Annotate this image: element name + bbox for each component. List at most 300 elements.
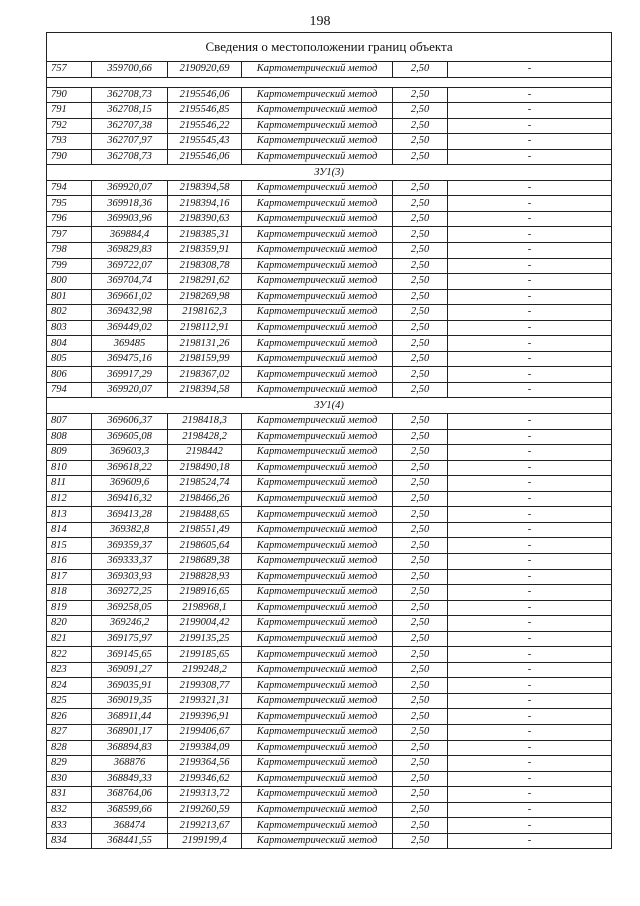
coordinate-y: 2199313,72: [168, 787, 242, 803]
point-number: 794: [47, 382, 92, 398]
method: Картометрический метод: [242, 445, 393, 461]
method: Картометрический метод: [242, 709, 393, 725]
coordinate-x: 369920,07: [92, 382, 168, 398]
table-row: [47, 818, 612, 834]
description: -: [448, 429, 612, 445]
point-number: 825: [47, 693, 92, 709]
coordinate-x: 368876: [92, 756, 168, 772]
coordinate-x: 369019,35: [92, 693, 168, 709]
point-number: 799: [47, 258, 92, 274]
description: -: [448, 196, 612, 212]
table-row: [47, 211, 612, 227]
description: -: [448, 724, 612, 740]
point-number: 790: [47, 87, 92, 103]
point-number: 818: [47, 585, 92, 601]
point-number: 793: [47, 134, 92, 150]
point-number: 803: [47, 320, 92, 336]
coordinate-x: 362708,73: [92, 87, 168, 103]
point-number: 834: [47, 833, 92, 849]
description: -: [448, 211, 612, 227]
description: -: [448, 553, 612, 569]
method: Картометрический метод: [242, 289, 393, 305]
point-number: 826: [47, 709, 92, 725]
coordinate-y: 2198551,49: [168, 522, 242, 538]
method: Картометрический метод: [242, 180, 393, 196]
accuracy: 2,50: [393, 227, 448, 243]
description: -: [448, 538, 612, 554]
method: Картометрический метод: [242, 351, 393, 367]
method: Картометрический метод: [242, 382, 393, 398]
method: Картометрический метод: [242, 62, 393, 78]
coordinate-x: 369246,2: [92, 616, 168, 632]
accuracy: 2,50: [393, 522, 448, 538]
accuracy: 2,50: [393, 538, 448, 554]
description: -: [448, 103, 612, 119]
accuracy: 2,50: [393, 833, 448, 849]
point-number: 810: [47, 460, 92, 476]
accuracy: 2,50: [393, 118, 448, 134]
accuracy: 2,50: [393, 103, 448, 119]
description: -: [448, 382, 612, 398]
method: Картометрический метод: [242, 522, 393, 538]
table-title: Сведения о местоположении границ объекта: [47, 33, 612, 62]
table-row: [47, 693, 612, 709]
table-row: [47, 585, 612, 601]
method: Картометрический метод: [242, 367, 393, 383]
method: Картометрический метод: [242, 585, 393, 601]
description: -: [448, 227, 612, 243]
description: -: [448, 336, 612, 352]
table-row: [47, 149, 612, 165]
accuracy: 2,50: [393, 258, 448, 274]
table-row: [47, 367, 612, 383]
coordinate-y: 2198490,18: [168, 460, 242, 476]
description: -: [448, 460, 612, 476]
point-number: 817: [47, 569, 92, 585]
section-header-row: [47, 398, 612, 414]
point-number: 794: [47, 180, 92, 196]
point-number: 814: [47, 522, 92, 538]
coordinate-y: 2199185,65: [168, 647, 242, 663]
coordinate-y: 2198359,91: [168, 243, 242, 259]
coordinate-y: 2198524,74: [168, 476, 242, 492]
accuracy: 2,50: [393, 180, 448, 196]
accuracy: 2,50: [393, 289, 448, 305]
method: Картометрический метод: [242, 740, 393, 756]
point-number: 815: [47, 538, 92, 554]
method: Картометрический метод: [242, 460, 393, 476]
method: Картометрический метод: [242, 414, 393, 430]
section-title: ЗУ1(4): [47, 398, 612, 414]
accuracy: 2,50: [393, 787, 448, 803]
description: -: [448, 693, 612, 709]
coordinate-y: 2199406,67: [168, 724, 242, 740]
point-number: 798: [47, 243, 92, 259]
coordinate-y: 2195546,22: [168, 118, 242, 134]
table-row: [47, 616, 612, 632]
point-number: 791: [47, 103, 92, 119]
table-row: [47, 538, 612, 554]
coordinate-x: 369475,16: [92, 351, 168, 367]
coordinate-x: 369175,97: [92, 631, 168, 647]
accuracy: 2,50: [393, 243, 448, 259]
point-number: 816: [47, 553, 92, 569]
method: Картометрический метод: [242, 149, 393, 165]
description: -: [448, 662, 612, 678]
description: -: [448, 507, 612, 523]
coordinate-x: 369035,91: [92, 678, 168, 694]
coordinate-y: 2199346,62: [168, 771, 242, 787]
point-number: 790: [47, 149, 92, 165]
coordinate-y: 2199004,42: [168, 616, 242, 632]
coordinate-x: 368441,55: [92, 833, 168, 849]
coordinate-x: 369333,37: [92, 553, 168, 569]
table-row: [47, 227, 612, 243]
coordinate-x: 362707,97: [92, 134, 168, 150]
accuracy: 2,50: [393, 724, 448, 740]
coordinate-y: 2198291,62: [168, 274, 242, 290]
section-header-row: [47, 165, 612, 181]
table-row: [47, 351, 612, 367]
coordinate-x: 369605,08: [92, 429, 168, 445]
accuracy: 2,50: [393, 320, 448, 336]
accuracy: 2,50: [393, 631, 448, 647]
coordinate-y: 2199321,31: [168, 693, 242, 709]
accuracy: 2,50: [393, 429, 448, 445]
point-number: 809: [47, 445, 92, 461]
coordinate-y: 2199364,56: [168, 756, 242, 772]
table-row: [47, 274, 612, 290]
point-number: 827: [47, 724, 92, 740]
table-row: [47, 87, 612, 103]
point-number: 797: [47, 227, 92, 243]
coordinate-x: 369920,07: [92, 180, 168, 196]
description: -: [448, 569, 612, 585]
coordinate-x: 359700,66: [92, 62, 168, 78]
point-number: 829: [47, 756, 92, 772]
coordinate-x: 368849,33: [92, 771, 168, 787]
coordinate-y: 2198367,02: [168, 367, 242, 383]
coordinate-y: 2198394,58: [168, 382, 242, 398]
table-row: [47, 740, 612, 756]
accuracy: 2,50: [393, 740, 448, 756]
accuracy: 2,50: [393, 553, 448, 569]
table-row: [47, 336, 612, 352]
table-row: [47, 305, 612, 321]
description: -: [448, 320, 612, 336]
accuracy: 2,50: [393, 771, 448, 787]
coordinate-x: 368474: [92, 818, 168, 834]
table-row: [47, 802, 612, 818]
accuracy: 2,50: [393, 756, 448, 772]
accuracy: 2,50: [393, 196, 448, 212]
coordinate-x: 369829,83: [92, 243, 168, 259]
description: -: [448, 818, 612, 834]
table-row: [47, 103, 612, 119]
table-row: [47, 196, 612, 212]
coordinate-x: 369359,37: [92, 538, 168, 554]
coordinate-y: 2198269,98: [168, 289, 242, 305]
coordinate-x: 369918,36: [92, 196, 168, 212]
coordinate-x: 368894,83: [92, 740, 168, 756]
point-number: 821: [47, 631, 92, 647]
accuracy: 2,50: [393, 693, 448, 709]
method: Картометрический метод: [242, 274, 393, 290]
table-row: [47, 289, 612, 305]
table-row: [47, 476, 612, 492]
coordinate-y: 2198394,16: [168, 196, 242, 212]
accuracy: 2,50: [393, 647, 448, 663]
table-row: [47, 414, 612, 430]
coordinate-x: 369091,27: [92, 662, 168, 678]
method: Картометрический метод: [242, 631, 393, 647]
coordinate-y: 2199135,25: [168, 631, 242, 647]
table-row: [47, 522, 612, 538]
table-row: [47, 631, 612, 647]
description: -: [448, 134, 612, 150]
accuracy: 2,50: [393, 507, 448, 523]
point-number: 805: [47, 351, 92, 367]
coordinate-y: 2198390,63: [168, 211, 242, 227]
coordinate-x: 369272,25: [92, 585, 168, 601]
coordinates-table: [46, 32, 611, 849]
coordinate-y: 2198428,2: [168, 429, 242, 445]
page-number: 198: [309, 14, 331, 29]
description: -: [448, 289, 612, 305]
coordinate-x: 369416,32: [92, 491, 168, 507]
method: Картометрический метод: [242, 724, 393, 740]
accuracy: 2,50: [393, 616, 448, 632]
description: -: [448, 771, 612, 787]
method: Картометрический метод: [242, 818, 393, 834]
method: Картометрический метод: [242, 211, 393, 227]
method: Картометрический метод: [242, 802, 393, 818]
point-number: 819: [47, 600, 92, 616]
method: Картометрический метод: [242, 569, 393, 585]
method: Картометрический метод: [242, 553, 393, 569]
description: -: [448, 149, 612, 165]
accuracy: 2,50: [393, 134, 448, 150]
point-number: 813: [47, 507, 92, 523]
table-row: [47, 460, 612, 476]
coordinate-y: 2199384,09: [168, 740, 242, 756]
table-row: [47, 787, 612, 803]
coordinate-y: 2199396,91: [168, 709, 242, 725]
accuracy: 2,50: [393, 445, 448, 461]
coordinate-y: 2198159,99: [168, 351, 242, 367]
point-number: 832: [47, 802, 92, 818]
coordinate-y: 2198162,3: [168, 305, 242, 321]
coordinate-x: 369661,02: [92, 289, 168, 305]
description: -: [448, 600, 612, 616]
description: -: [448, 833, 612, 849]
coordinate-x: 369145,65: [92, 647, 168, 663]
point-number: 830: [47, 771, 92, 787]
method: Картометрический метод: [242, 647, 393, 663]
coordinate-x: 369303,93: [92, 569, 168, 585]
accuracy: 2,50: [393, 149, 448, 165]
table-row: [47, 507, 612, 523]
description: -: [448, 616, 612, 632]
accuracy: 2,50: [393, 351, 448, 367]
coordinate-x: 369432,98: [92, 305, 168, 321]
table-row: [47, 243, 612, 259]
coordinate-y: 2199308,77: [168, 678, 242, 694]
point-number: 802: [47, 305, 92, 321]
point-number: 811: [47, 476, 92, 492]
description: -: [448, 802, 612, 818]
accuracy: 2,50: [393, 662, 448, 678]
coordinate-y: 2190920,69: [168, 62, 242, 78]
point-number: 812: [47, 491, 92, 507]
table-row: [47, 756, 612, 772]
accuracy: 2,50: [393, 802, 448, 818]
method: Картометрический метод: [242, 662, 393, 678]
accuracy: 2,50: [393, 600, 448, 616]
description: -: [448, 678, 612, 694]
description: -: [448, 491, 612, 507]
method: Картометрический метод: [242, 103, 393, 119]
table-row: [47, 833, 612, 849]
table-row: [47, 491, 612, 507]
table-row: [47, 662, 612, 678]
method: Картометрический метод: [242, 476, 393, 492]
method: Картометрический метод: [242, 258, 393, 274]
coordinate-x: 369903,96: [92, 211, 168, 227]
accuracy: 2,50: [393, 62, 448, 78]
table-row: [47, 553, 612, 569]
method: Картометрический метод: [242, 243, 393, 259]
point-number: 822: [47, 647, 92, 663]
coordinate-y: 2198112,91: [168, 320, 242, 336]
accuracy: 2,50: [393, 678, 448, 694]
point-number: 804: [47, 336, 92, 352]
accuracy: 2,50: [393, 211, 448, 227]
description: -: [448, 367, 612, 383]
blank-cell: [47, 77, 612, 87]
point-number: 807: [47, 414, 92, 430]
point-number: 828: [47, 740, 92, 756]
coordinate-x: 368599,66: [92, 802, 168, 818]
coordinate-y: 2198394,58: [168, 180, 242, 196]
accuracy: 2,50: [393, 569, 448, 585]
coordinate-x: 362708,73: [92, 149, 168, 165]
description: -: [448, 305, 612, 321]
coordinate-x: 369884,4: [92, 227, 168, 243]
coordinate-y: 2199260,59: [168, 802, 242, 818]
method: Картометрический метод: [242, 507, 393, 523]
table-row: [47, 678, 612, 694]
coordinate-y: 2199248,2: [168, 662, 242, 678]
table-row: [47, 429, 612, 445]
point-number: 795: [47, 196, 92, 212]
accuracy: 2,50: [393, 414, 448, 430]
coordinate-x: 369485: [92, 336, 168, 352]
point-number: 796: [47, 211, 92, 227]
description: -: [448, 631, 612, 647]
table-row: [47, 724, 612, 740]
coordinate-y: 2198605,64: [168, 538, 242, 554]
coordinate-y: 2195546,85: [168, 103, 242, 119]
table-row: [47, 258, 612, 274]
description: -: [448, 243, 612, 259]
section-title: ЗУ1(3): [47, 165, 612, 181]
point-number: 808: [47, 429, 92, 445]
table-row: [47, 382, 612, 398]
coordinate-y: 2198828,93: [168, 569, 242, 585]
point-number: 806: [47, 367, 92, 383]
coordinate-y: 2198689,38: [168, 553, 242, 569]
method: Картометрический метод: [242, 600, 393, 616]
accuracy: 2,50: [393, 87, 448, 103]
description: -: [448, 274, 612, 290]
coordinate-x: 369609,6: [92, 476, 168, 492]
description: -: [448, 445, 612, 461]
description: -: [448, 118, 612, 134]
table-header-row: [47, 33, 612, 62]
coordinate-x: 369606,37: [92, 414, 168, 430]
method: Картометрический метод: [242, 320, 393, 336]
description: -: [448, 414, 612, 430]
table-row: [47, 569, 612, 585]
method: Картометрический метод: [242, 678, 393, 694]
method: Картометрический метод: [242, 429, 393, 445]
point-number: 800: [47, 274, 92, 290]
description: -: [448, 740, 612, 756]
method: Картометрический метод: [242, 833, 393, 849]
method: Картометрический метод: [242, 771, 393, 787]
method: Картометрический метод: [242, 538, 393, 554]
coordinate-y: 2198308,78: [168, 258, 242, 274]
method: Картометрический метод: [242, 227, 393, 243]
coordinate-y: 2195546,06: [168, 149, 242, 165]
coordinate-y: 2198968,1: [168, 600, 242, 616]
description: -: [448, 258, 612, 274]
description: -: [448, 476, 612, 492]
coordinate-x: 369413,28: [92, 507, 168, 523]
method: Картометрический метод: [242, 693, 393, 709]
coordinate-x: 369449,02: [92, 320, 168, 336]
accuracy: 2,50: [393, 709, 448, 725]
coordinate-x: 362707,38: [92, 118, 168, 134]
table-row: [47, 62, 612, 78]
coordinate-x: 368911,44: [92, 709, 168, 725]
point-number: 823: [47, 662, 92, 678]
point-number: 820: [47, 616, 92, 632]
description: -: [448, 756, 612, 772]
coordinate-x: 369722,07: [92, 258, 168, 274]
coordinate-x: 369258,05: [92, 600, 168, 616]
accuracy: 2,50: [393, 305, 448, 321]
table-row: [47, 320, 612, 336]
table-row: [47, 134, 612, 150]
coordinate-x: 369603,3: [92, 445, 168, 461]
table-row: [47, 709, 612, 725]
method: Картометрический метод: [242, 756, 393, 772]
point-number: 792: [47, 118, 92, 134]
table-row: [47, 118, 612, 134]
coordinate-x: 362708,15: [92, 103, 168, 119]
description: -: [448, 709, 612, 725]
accuracy: 2,50: [393, 585, 448, 601]
description: -: [448, 787, 612, 803]
method: Картометрический метод: [242, 87, 393, 103]
coordinate-y: 2198385,31: [168, 227, 242, 243]
table-row: [47, 445, 612, 461]
coordinate-x: 368764,06: [92, 787, 168, 803]
method: Картометрический метод: [242, 491, 393, 507]
table-row: [47, 600, 612, 616]
